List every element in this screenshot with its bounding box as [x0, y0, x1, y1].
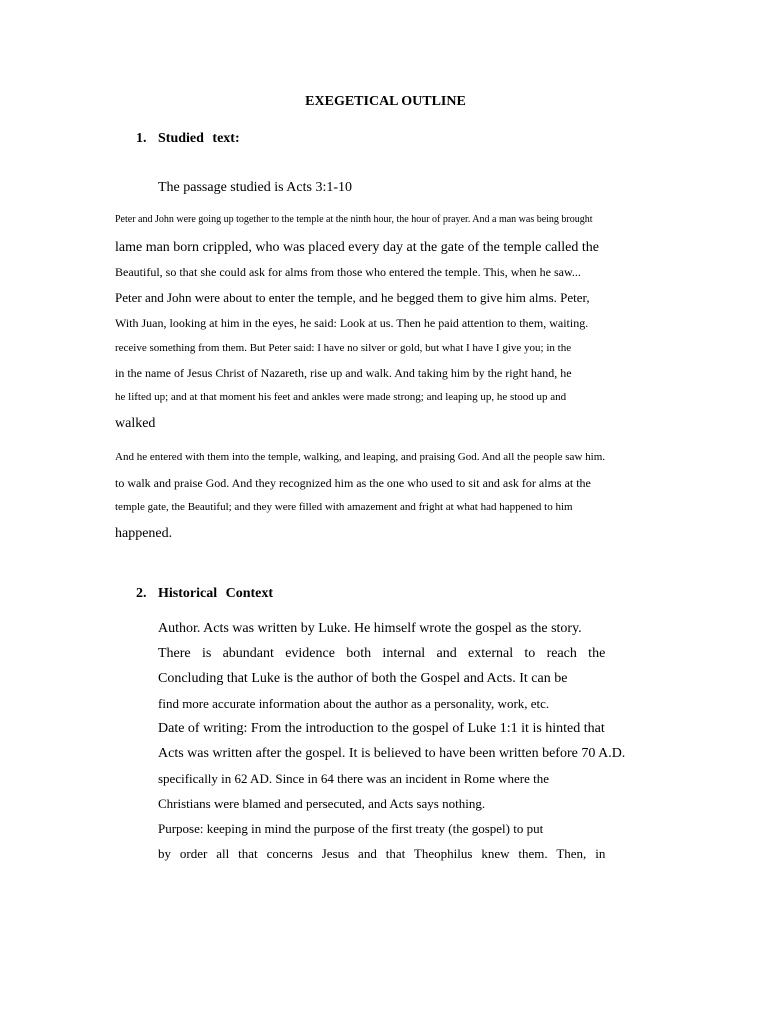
passage-line: Beautiful, so that she could ask for alms from those who entered the temple. This, when he saw... [115, 265, 581, 279]
context-line: specifically in 62 AD. Since in 64 there was an incident in Rome where the [158, 771, 549, 786]
passage-line: And he entered with them into the temple, walking, and leaping, and praising God. And all the people saw him. [115, 451, 605, 463]
section-number: 2. [136, 586, 147, 601]
section-title: Studied text: [158, 131, 240, 146]
passage-line: lame man born crippled, who was placed every day at the gate of the temple called the [115, 240, 599, 255]
passage-line: walked [115, 416, 156, 431]
passage-line: happened. [115, 526, 173, 541]
passage-line: Peter and John were about to enter the temple, and he begged them to give him alms. Peter, [115, 290, 590, 305]
context-line: find more accurate information about the author as a personality, work, etc. [158, 696, 550, 711]
context-line: Concluding that Luke is the author of both the Gospel and Acts. It can be [158, 671, 568, 686]
context-line-justified: There is abundant evidence both internal and external to reach the [158, 646, 606, 661]
context-line: Christians were blamed and persecuted, and Acts says nothing. [158, 796, 486, 811]
context-line: Date of writing: From the introduction to the gospel of Luke 1:1 it is hinted that [158, 721, 605, 736]
passage-line: temple gate, the Beautiful; and they were filled with amazement and fright at what had happened to him [115, 501, 573, 513]
context-line: Acts was written after the gospel. It is believed to have been written before 70 A.D. [158, 746, 626, 761]
passage-line: With Juan, looking at him in the eyes, he said: Look at us. Then he paid attention to them, waiting. [115, 316, 589, 330]
passage-intro: The passage studied is Acts 3:1-10 [158, 180, 353, 195]
document-title: EXEGETICAL OUTLINE [305, 94, 466, 109]
passage-line: receive something from them. But Peter said: I have no silver or gold, but what I have I give you; in the [115, 342, 572, 354]
passage-line: to walk and praise God. And they recognized him as the one who used to sit and ask for alms at the [115, 476, 591, 490]
section-number: 1. [136, 131, 147, 146]
context-line: Purpose: keeping in mind the purpose of the first treaty (the gospel) to put [158, 821, 544, 836]
context-line-justified: by order all that concerns Jesus and that Theophilus knew them. Then, in [158, 846, 606, 861]
passage-line: in the name of Jesus Christ of Nazareth, rise up and walk. And taking him by the right hand, he [115, 366, 572, 380]
context-line: Author. Acts was written by Luke. He himself wrote the gospel as the story. [158, 621, 582, 636]
passage-line: he lifted up; and at that moment his feet and ankles were made strong; and leaping up, he stood up and [115, 391, 567, 403]
passage-line: Peter and John were going up together to the temple at the ninth hour, the hour of prayer. And a man was being brought [115, 214, 593, 225]
section-title: Historical Context [158, 586, 274, 601]
